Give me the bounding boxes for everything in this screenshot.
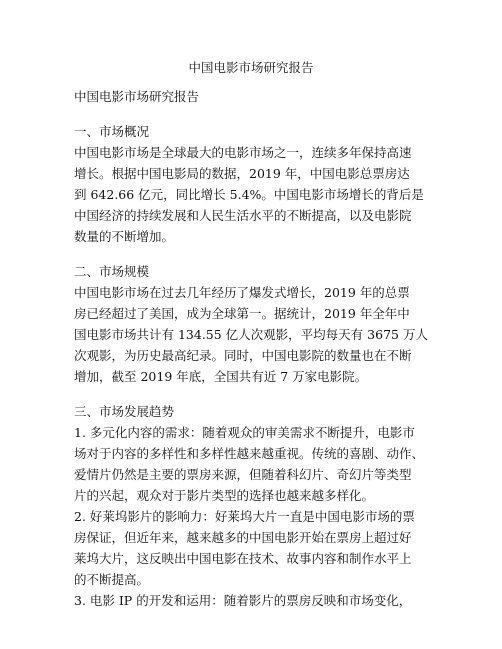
trends-line: 爱情片仍然是主要的票房来源，但随着科幻片、奇幻片等类型 <box>74 467 412 482</box>
trends-line: 2. 好莱坞影片的影响力：好莱坞大片一直是中国电影市场的票 <box>74 509 415 524</box>
trends-line: 莱坞大片，这反映出中国电影在技术、故事内容和制作水平上 <box>74 551 412 566</box>
trends-line: 场对于内容的多样性和多样性越来越重视。传统的喜剧、动作、 <box>74 446 425 461</box>
paragraph-gap <box>74 247 436 261</box>
scale-line: 国电影市场共计有 134.55 亿人次观影，平均每天有 3675 万人 <box>74 327 428 342</box>
section-heading-overview: 一、市场概况 <box>74 124 150 139</box>
scale-line: 增加，截至 2019 年底，全国共有近 7 万家电影院。 <box>74 369 368 384</box>
scale-line: 房已经超过了美国，成为全球第一。据统计，2019 年全年中 <box>74 306 410 321</box>
section-heading-trends: 三、市场发展趋势 <box>74 404 175 419</box>
overview-line: 增长。根据中国电影局的数据，2019 年，中国电影总票房达 <box>74 166 410 181</box>
overview-line: 到 642.66 亿元，同比增长 5.4%。中国电影市场增长的背后是 <box>74 187 424 202</box>
trends-line: 房保证，但近年来，越来越多的中国电影开始在票房上超过好 <box>74 530 412 545</box>
trends-line: 片的兴起，观众对于影片类型的选择也越来越多样化。 <box>74 488 375 503</box>
section-heading-scale: 二、市场规模 <box>74 264 150 279</box>
overview-line: 中国经济的持续发展和人民生活水平的不断提高，以及电影院 <box>74 208 412 223</box>
overview-line: 数量的不断增加。 <box>74 229 175 244</box>
trends-line: 1. 多元化内容的需求：随着观众的审美需求不断提升，电影市 <box>74 425 415 440</box>
document-body <box>74 86 436 611</box>
trends-line: 的不断提高。 <box>74 572 150 587</box>
scale-line: 中国电影市场在过去几年经历了爆发式增长，2019 年的总票 <box>74 285 410 300</box>
document-title: 中国电影市场研究报告 <box>188 60 314 75</box>
trends-line: 3. 电影 IP 的开发和运用：随着影片的票房反映和市场变化， <box>74 593 412 608</box>
paragraph-gap <box>74 387 436 401</box>
scale-line: 次观影，为历史最高纪录。同时，中国电影院的数量也在不断 <box>74 348 412 363</box>
overview-line: 中国电影市场是全球最大的电影市场之一，连续多年保持高速 <box>74 145 412 160</box>
document-subtitle: 中国电影市场研究报告 <box>74 89 200 104</box>
paragraph-gap <box>74 107 436 121</box>
